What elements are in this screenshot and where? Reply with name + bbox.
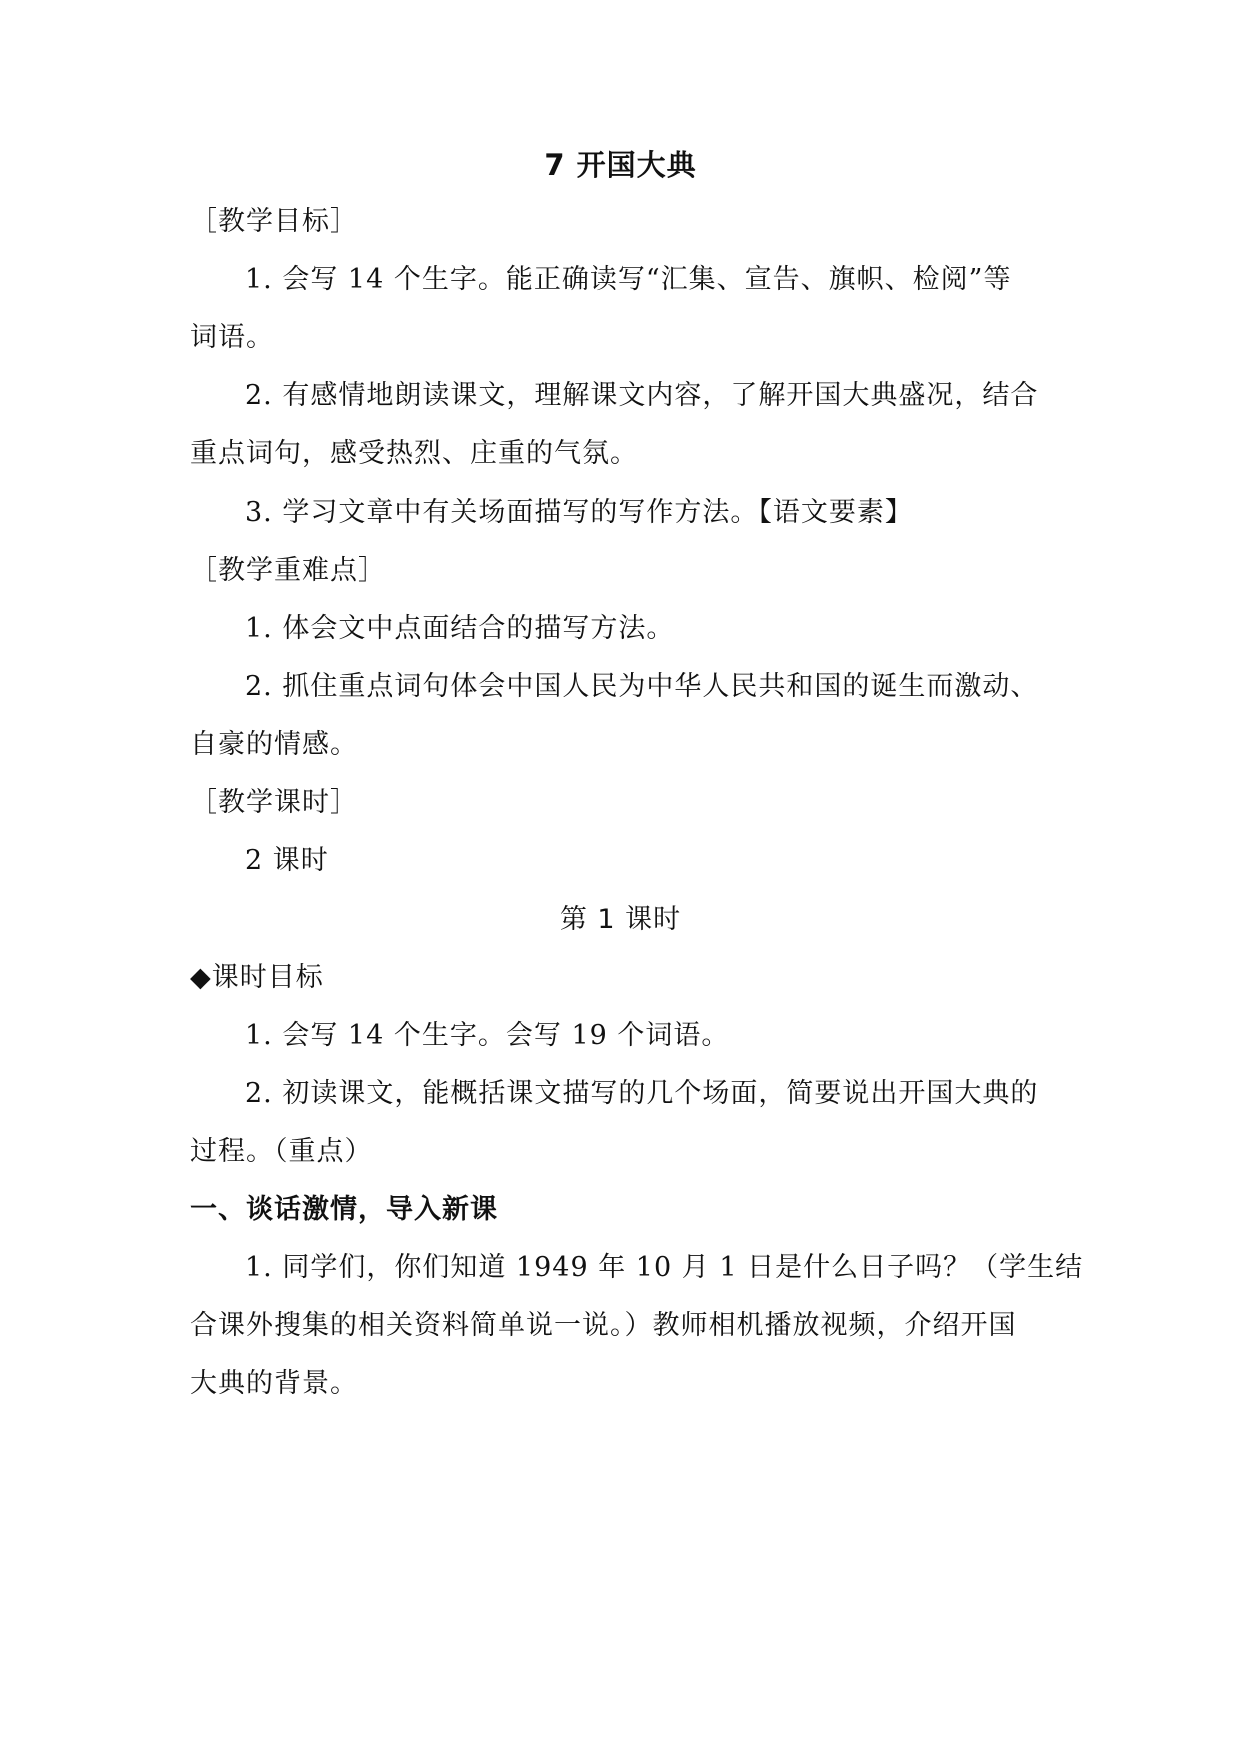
- key-point-2-line-1: 2. 抓住重点词句体会中国人民为中华人民共和国的诞生而激动、: [245, 671, 1039, 702]
- part-1-item-1-line-3: 大典的背景。: [190, 1368, 358, 1399]
- lesson-goal-2-line-1: 2. 初读课文，能概括课文描写的几个场面，简要说出开国大典的: [245, 1078, 1039, 1109]
- objective-2-line-1: 2. 有感情地朗读课文，理解课文内容，了解开国大典盛况，结合: [245, 380, 1039, 411]
- part-1-heading: 一、谈话激情，导入新课: [190, 1194, 498, 1225]
- lesson-goal-2-line-2: 过程。（重点）: [190, 1136, 373, 1167]
- hours-value: 2 课时: [245, 845, 329, 876]
- key-point-2-line-2: 自豪的情感。: [190, 729, 358, 760]
- lesson-goal-1: 1. 会写 14 个生字。会写 19 个词语。: [245, 1020, 730, 1051]
- hours-heading: ［教学课时］: [190, 787, 358, 818]
- key-point-1: 1. 体会文中点面结合的描写方法。: [245, 613, 675, 644]
- objective-2-line-2: 重点词句，感受热烈、庄重的气氛。: [190, 438, 638, 469]
- lesson-goal-heading: ◆课时目标: [190, 962, 324, 993]
- part-1-item-1-line-1: 1. 同学们，你们知道 1949 年 10 月 1 日是什么日子吗？（学生结: [245, 1252, 1084, 1283]
- objective-1-line-2: 词语。: [190, 322, 274, 353]
- objective-3: 3. 学习文章中有关场面描写的写作方法。【语文要素】: [245, 497, 913, 528]
- part-1-item-1-line-2: 合课外搜集的相关资料简单说一说。）教师相机播放视频，介绍开国: [190, 1310, 1017, 1341]
- document-title: 7 开国大典: [544, 148, 697, 182]
- objective-1-line-1: 1. 会写 14 个生字。能正确读写“汇集、宣告、旗帜、检阅”等: [245, 264, 1012, 295]
- lesson-1-title: 第 1 课时: [559, 904, 682, 935]
- objectives-heading: ［教学目标］: [190, 206, 358, 237]
- key-points-heading: ［教学重难点］: [190, 555, 386, 586]
